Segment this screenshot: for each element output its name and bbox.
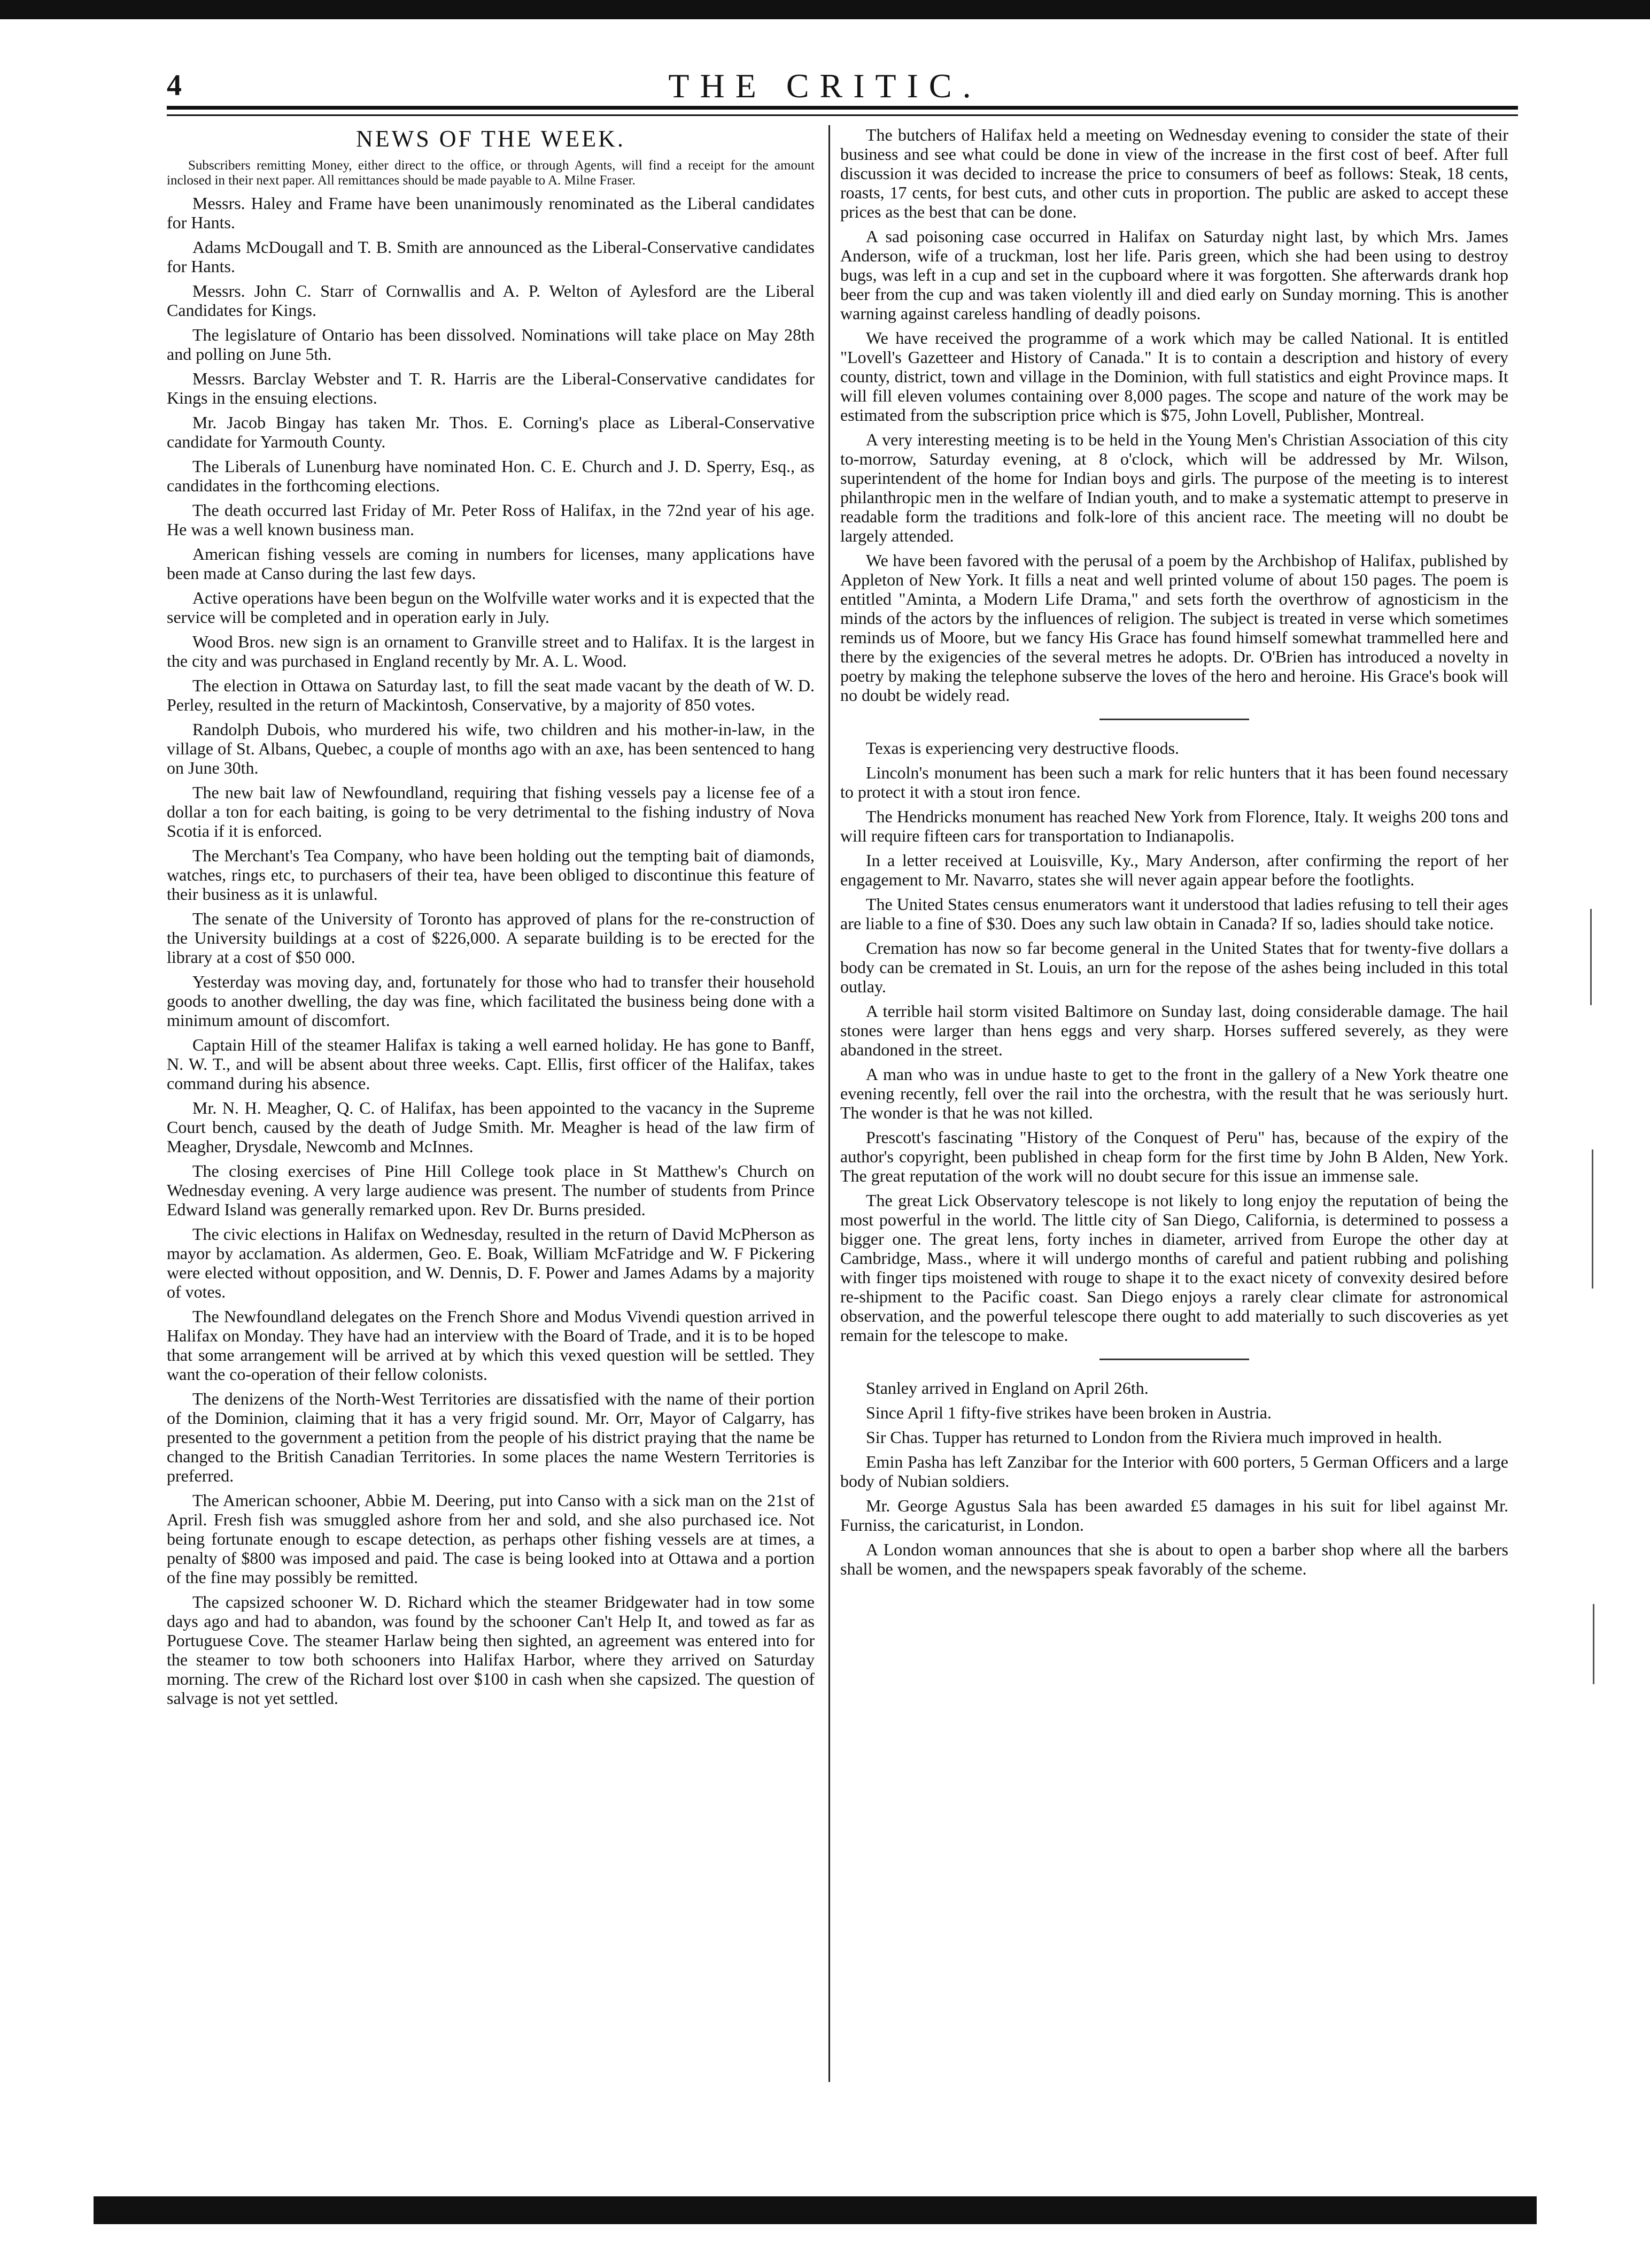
news-item: Sir Chas. Tupper has returned to London from the Riviera much improved in health.: [866, 1428, 1443, 1447]
news-item: American fishing vessels are coming in numbers for licenses, many applications have been made at Canso during the last few days.: [167, 544, 815, 583]
news-item: Wood Bros. new sign is an ornament to Granville street and to Halifax. It is the largest in the city and was purchased in England recently by Mr. A. L. Wood.: [167, 632, 815, 670]
news-item: Emin Pasha has left Zanzibar for the Interior with 600 porters, 5 German Officers and a large body of Nubian soldiers.: [840, 1452, 1508, 1491]
news-item: Captain Hill of the steamer Halifax is taking a well earned holiday. He has gone to Banff, N. W. T., and will be absent about three weeks. Capt. Ellis, first officer of the Halifax, takes command during his absence.: [167, 1035, 815, 1093]
news-item: Messrs. Haley and Frame have been unanimously renominated as the Liberal candidates for Hants.: [167, 194, 815, 232]
news-item: Mr. N. H. Meagher, Q. C. of Halifax, has been appointed to the vacancy in the Supreme Court bench, caused by the death of Judge Smith. Mr. Meagher is head of the law firm of Meagher, Drysdale, Newcomb and McInnes.: [167, 1098, 815, 1156]
news-item: The Hendricks monument has reached New York from Florence, Italy. It weighs 200 tons and will require fifteen cars for transportation to Indianapolis.: [840, 807, 1508, 845]
news-item: The election in Ottawa on Saturday last, to fill the seat made vacant by the death of W. D. Perley, resulted in the return of Mackintosh, Conservative, by a majority of 850 votes.: [167, 676, 815, 714]
news-item: The death occurred last Friday of Mr. Peter Ross of Halifax, in the 72nd year of his age. He was a well known business man.: [167, 500, 815, 539]
news-item: A man who was in undue haste to get to the front in the gallery of a New York theatre one evening recently, fell over the rail into the orchestra, with the result that he was seriously hurt. The wonder is that he was not killed.: [840, 1064, 1508, 1122]
subscriber-notice: Subscribers remitting Money, either direct to the office, or through Agents, will find a receipt for the amount inclosed in their next paper. All remittances should be made payable to A. Milne Fraser.: [167, 158, 815, 188]
masthead: THE CRITIC.: [668, 67, 982, 105]
news-item: Prescott's fascinating "History of the Conquest of Peru" has, because of the expiry of the author's copyright, been published in cheap form for the first time by John B Alden, New York. The great reputation of the work will no doubt secure for this issue an immense sale.: [840, 1128, 1508, 1185]
news-item: Randolph Dubois, who murdered his wife, two children and his mother-in-law, in the village of St. Albans, Quebec, a couple of months ago with an axe, has been sentenced to hang on June 30th.: [167, 720, 815, 777]
column-divider: [828, 125, 830, 2082]
news-item: Stanley arrived in England on April 26th.: [866, 1378, 1149, 1398]
scan-top-edge: [0, 0, 1650, 19]
news-item: The United States census enumerators want it understood that ladies refusing to tell their ages are liable to a fine of $30. Does any such law obtain in Canada? If so, ladies should take notice.: [840, 894, 1508, 933]
news-item: The American schooner, Abbie M. Deering, put into Canso with a sick man on the 21st of April. Fresh fish was smuggled ashore from her and sold, and she also purchased ice. Not being fortunate enough to escape detection, as perhaps other fishing vessels are at times, a penalty of $800 was imposed and paid. The case is being looked into at Ottawa and a portion of the fine may possibly be remitted.: [167, 1491, 815, 1587]
news-item: The capsized schooner W. D. Richard which the steamer Bridgewater had in tow some days ago and had to abandon, was found by the schooner Can't Help It, and towed as far as Portuguese Cove. The steamer Harlaw being then sighted, an agreement was entered into for the steamer to tow both schooners into Halifax Harbor, where they arrived on Saturday morning. The crew of the Richard lost over $100 in cash when she capsized. The question of salvage is not yet settled.: [167, 1592, 815, 1708]
news-item: Yesterday was moving day, and, fortunately for those who had to transfer their household goods to another dwelling, the day was fine, which facilitated the business being done with a minimum amount of discomfort.: [167, 972, 815, 1030]
news-item: Messrs. John C. Starr of Cornwallis and A. P. Welton of Aylesford are the Liberal Candidates for Kings.: [167, 281, 815, 320]
news-item: In a letter received at Louisville, Ky., Mary Anderson, after confirming the report of her engagement to Mr. Navarro, states she will never again appear before the footlights.: [840, 851, 1508, 889]
news-item: Messrs. Barclay Webster and T. R. Harris are the Liberal-Conservative candidates for Kings in the ensuing elections.: [167, 369, 815, 407]
news-item: A sad poisoning case occurred in Halifax on Saturday night last, by which Mrs. James Anderson, wife of a truckman, lost her life. Paris green, which she had been using to destroy bugs, was left in a cup and set in the cupboard where it was forgotten. She afterwards drank hop beer from the cup and was taken violently ill and died early on Sunday morning. This is another warning against careless handling of deadly poisons.: [840, 227, 1508, 323]
page-number: 4: [167, 69, 182, 102]
news-item: Cremation has now so far become general in the United States that for twenty-five dollars a body can be cremated in St. Louis, an urn for the repose of the ashes being included in this total outlay.: [840, 938, 1508, 996]
right-column: [840, 125, 1508, 1584]
news-item: Adams McDougall and T. B. Smith are announced as the Liberal-Conservative candidates for Hants.: [167, 237, 815, 276]
scan-margin-mark: [1593, 1604, 1594, 1684]
scan-margin-mark: [1592, 1150, 1593, 1289]
news-item: The senate of the University of Toronto has approved of plans for the re-construction of the University buildings at a cost of $226,000. A separate building is to be erected for the library at a cost of $50 000.: [167, 909, 815, 967]
news-item: The closing exercises of Pine Hill College took place in St Matthew's Church on Wednesday evening. A very large audience was present. The number of students from Prince Edward Island was generally remarked upon. Rev Dr. Burns presided.: [167, 1161, 815, 1219]
news-item: A London woman announces that she is about to open a barber shop where all the barbers shall be women, and the newspapers speak favorably of the scheme.: [840, 1540, 1508, 1578]
news-item: Mr. Jacob Bingay has taken Mr. Thos. E. Corning's place as Liberal-Conservative candidate for Yarmouth County.: [167, 413, 815, 451]
news-item: The Liberals of Lunenburg have nominated Hon. C. E. Church and J. D. Sperry, Esq., as candidates in the forthcoming elections.: [167, 457, 815, 495]
section-separator: [1099, 719, 1249, 720]
header-rule-thin: [167, 114, 1518, 116]
news-item: Lincoln's monument has been such a mark for relic hunters that it has been found necessary to protect it with a stout iron fence.: [840, 763, 1508, 801]
left-news-items: [167, 194, 815, 1708]
left-column: [167, 125, 815, 1713]
news-item: The new bait law of Newfoundland, requiring that fishing vessels pay a license fee of a dollar a ton for each baiting, is going to be very detrimental to the fishing industry of Nova Scotia if it is enforced.: [167, 783, 815, 840]
news-item: We have been favored with the perusal of a poem by the Archbishop of Halifax, published by Appleton of New York. It fills a neat and well printed volume of about 150 pages. The poem is entitled "Aminta, a Modern Life Drama," and sets forth the overthrow of agnosticism in the minds of the actors by the influences of religion. The subject is treated in verse which sometimes reminds us of Moore, but we fancy His Grace has found himself somewhat trammelled here and there by the exigencies of the several metres he adopts. Dr. O'Brien has introduced a novelty in poetry by making the telephone subserve the loves of the hero and heroine. His Grace's book will no doubt be widely read.: [840, 551, 1508, 705]
news-item: The great Lick Observatory telescope is not likely to long enjoy the reputation of being the most powerful in the world. The little city of San Diego, California, is determined to possess a bigger one. The great lens, forty inches in diameter, arrived from Europe the other day at Cambridge, Mass., where it will undergo months of careful and patient rubbing and polishing with finger tips moistened with rouge to shape it to the exact nicety of convexity desired before re-shipment to the Pacific coast. San Diego enjoys a rarely clear climate for astronomical observation, and the powerful telescope there ought to add materially to such discoveries as yet remain for the telescope to make.: [840, 1191, 1508, 1345]
news-item: Since April 1 fifty-five strikes have been broken in Austria.: [866, 1403, 1272, 1422]
news-item: The denizens of the North-West Territories are dissatisfied with the name of their portion of the Dominion, claiming that it has a very frigid sound. Mr. Orr, Mayor of Calgarry, has presented to the government a petition from the people of his district praying that the name be changed to the British Canadian Territories. In some places the name Western Territories is preferred.: [167, 1389, 815, 1485]
news-item: The civic elections in Halifax on Wednesday, resulted in the return of David McPherson as mayor by acclamation. As aldermen, Geo. E. Boak, William McFatridge and W. F Pickering were elected without opposition, and W. Dennis, D. F. Power and James Adams by a majority of votes.: [167, 1224, 815, 1301]
american-news-group: [840, 738, 1508, 1345]
news-item: A very interesting meeting is to be held in the Young Men's Christian Association of this city to-morrow, Saturday evening, at 8 o'clock, which will be addressed by Mr. Wilson, superintendent of the home for Indian boys and girls. The purpose of the meeting is to interest philanthropic men in the welfare of Indian youth, and to make a systematic attempt to preserve in readable form the traditions and folk-lore of this ancient race. The meeting will no doubt be largely attended.: [840, 430, 1508, 545]
news-item: Mr. George Agustus Sala has been awarded £5 damages in his suit for libel against Mr. Furniss, the caricaturist, in London.: [840, 1496, 1508, 1534]
section-separator: [1099, 1359, 1249, 1360]
news-item: We have received the programme of a work which may be called National. It is entitled "Lovell's Gazetteer and History of Canada." It is to contain a description and history of every county, district, town and village in the Dominion, with full statistics and eight Province maps. It will fill eleven volumes containing over 8,000 pages. The scope and nature of the work may be estimated from the subscription price which is $75, John Lovell, Publisher, Montreal.: [840, 328, 1508, 425]
section-title: NEWS OF THE WEEK.: [356, 126, 625, 152]
foreign-news-group: [840, 1378, 1508, 1578]
news-item: The legislature of Ontario has been dissolved. Nominations will take place on May 28th and polling on June 5th.: [167, 325, 815, 364]
local-news-group: [840, 125, 1508, 705]
news-item: A terrible hail storm visited Baltimore on Sunday last, doing considerable damage. The hail stones were larger than hens eggs and very sharp. Horses suffered severely, as they were abandoned in the street.: [840, 1001, 1508, 1059]
news-item: The Merchant's Tea Company, who have been holding out the tempting bait of diamonds, watches, rings etc, to purchasers of their tea, have been obliged to discontinue this feature of their business as it is unlawful.: [167, 846, 815, 904]
news-item: The Newfoundland delegates on the French Shore and Modus Vivendi question arrived in Halifax on Monday. They have had an interview with the Board of Trade, and it is to be hoped that some arrangement will be arrived at by which this vexed question will be settled. They want the co-operation of their fellow colonists.: [167, 1307, 815, 1384]
news-item: The butchers of Halifax held a meeting on Wednesday evening to consider the state of their business and see what could be done in view of the increase in the first cost of beef. After full discussion it was decided to increase the price to consumers of beef as follows: Steak, 18 cents, roasts, 17 cents, for best cuts, and other cuts in proportion. The public are asked to accept these prices as the best that can be done.: [840, 125, 1508, 221]
header-rule-thick: [167, 106, 1518, 110]
scan-margin-mark: [1590, 909, 1592, 1005]
news-item: Texas is experiencing very destructive floods.: [866, 738, 1180, 758]
scan-bottom-edge: [94, 2196, 1537, 2224]
news-item: Active operations have been begun on the Wolfville water works and it is expected that the service will be completed and in operation early in July.: [167, 588, 815, 627]
